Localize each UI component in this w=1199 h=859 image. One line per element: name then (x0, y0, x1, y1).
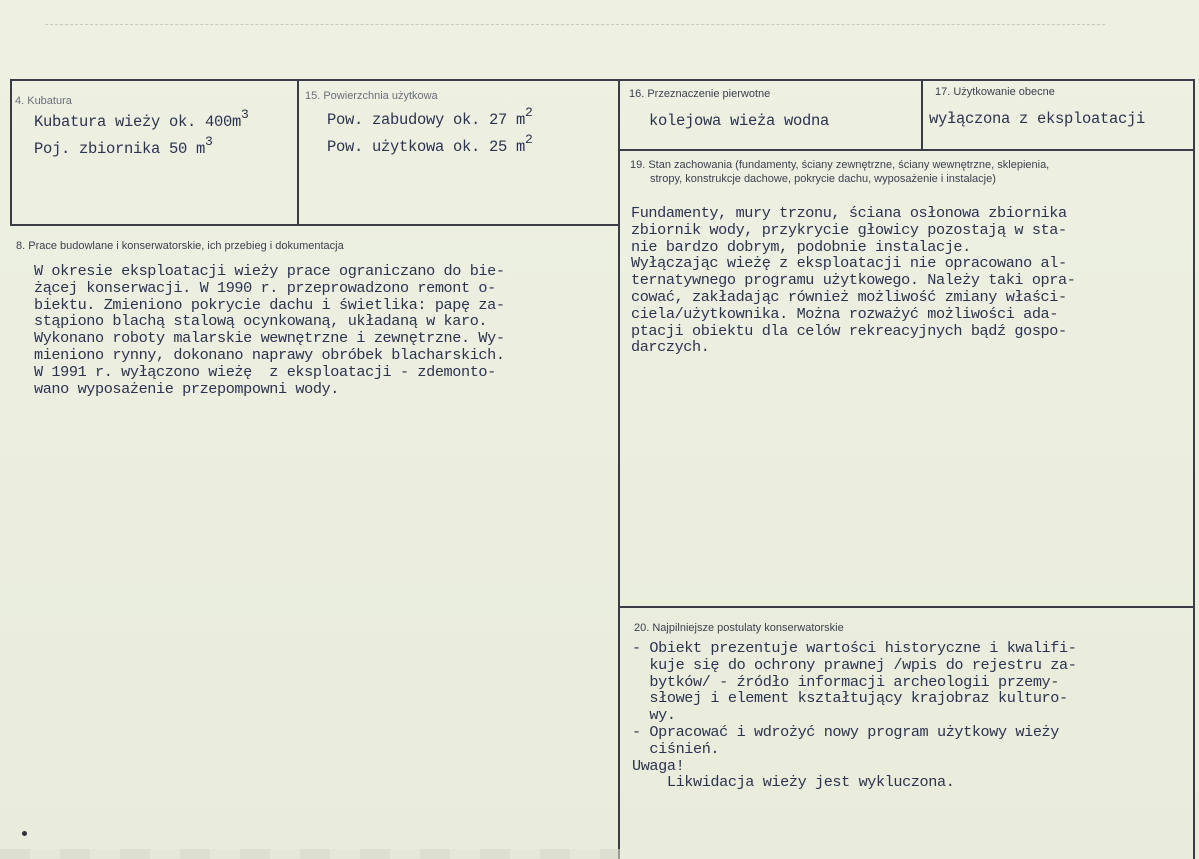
field-17-label: 17. Użytkowanie obecne (935, 86, 1055, 98)
field-15-line-1 (327, 107, 533, 129)
rule-f19-bottom (620, 606, 1195, 608)
field-15-line-1-exponent: 2 (525, 105, 533, 120)
field-15-line-2-text: Pow. użytkowa ok. 25 m (327, 138, 526, 157)
field-15-line-1-text: Pow. zabudowy ok. 27 m (327, 111, 526, 130)
rule-f14-f15-bottom (10, 224, 620, 226)
field-14-line-2-exponent: 3 (205, 134, 213, 149)
field-15-label: 15. Powierzchnia użytkowa (305, 90, 438, 102)
field-20-label: 20. Najpilniejsze postulaty konserwatorskie (634, 622, 844, 634)
field-20-text: - Obiekt prezentuje wartości historyczne i kwalifi- kuje się do ochrony prawnej /wpis do rejestru za- bytków/ - źródło informacji archeologii przemy- słowej i element kształtujący krajobraz kulturo- wy. - Opracować i wdrożyć nowy program użytkowy wieży ciśnień. Uwaga! Likwidacja wieży jest wykluczona. (632, 639, 1077, 792)
rule-f16-f17 (921, 79, 923, 150)
field-14-line-1-exponent: 3 (241, 107, 249, 122)
field-14-line-1-text: Kubatura wieży ok. 400m (34, 113, 242, 132)
field-14-line-1 (34, 109, 249, 131)
field-18-text: W okresie eksploatacji wieży prace ograniczano do bie- żącej konserwacji. W 1990 r. przeprowadzono remont o- biektu. Zmieniono pokrycie dachu i świetlika: papę za- stąpiono blachą stalową ocynkowaną, układaną w karo. Wykonano roboty malarskie wewnętrzne i zewnętrzne. Wy- mieniono rynny, dokonano naprawy obróbek blacharskich. W 1991 r. wyłączono wieżę z eksploatacji - zdemonto- wano wyposażenie przepompowni wody. (34, 262, 505, 398)
field-19-label-line-1: 19. Stan zachowania (fundamenty, ściany zewnętrzne, ściany wewnętrzne, sklepienia, (630, 159, 1050, 171)
rule-right (1193, 79, 1195, 859)
bottom-edge (0, 849, 620, 859)
rule-left (10, 79, 12, 226)
rule-center (618, 79, 620, 859)
field-14-label: 4. Kubatura (15, 95, 72, 107)
field-16-label: 16. Przeznaczenie pierwotne (629, 88, 771, 100)
field-15-line-2 (327, 134, 533, 156)
punch-mark (22, 831, 27, 836)
top-dashed-line (45, 24, 1105, 25)
field-19-text: Fundamenty, mury trzonu, ściana osłonowa zbiornika zbiornik wody, przykrycie głowicy pozostają w sta- nie bardzo dobrym, podobnie instalacje. Wyłączając wieżę z eksploatacji nie opracowano al- ternatywnego programu użytkowego. Należy taki opra- cować, zakładając również możliwość zmiany właści- ciela/użytkownika. Można rozważyć możliwości ada- ptacji obiektu dla celów rekreacyjnych bądź gospo- darczych. (631, 204, 1076, 357)
rule-f14-f15 (297, 79, 299, 226)
field-14-line-2 (34, 136, 213, 158)
field-14-line-2-text: Poj. zbiornika 50 m (34, 140, 206, 159)
field-19-label-line-2: stropy, konstrukcje dachowe, pokrycie dachu, wyposażenie i instalacje) (650, 173, 996, 185)
field-16-value: kolejowa wieża wodna (649, 112, 830, 130)
rule-top (10, 79, 1195, 81)
field-18-label: 8. Prace budowlane i konserwatorskie, ich przebieg i dokumentacja (16, 240, 344, 252)
field-17-value: wyłączona z eksploatacji (929, 110, 1146, 128)
rule-f16-f17-bottom (620, 149, 1195, 151)
field-15-line-2-exponent: 2 (525, 132, 533, 147)
